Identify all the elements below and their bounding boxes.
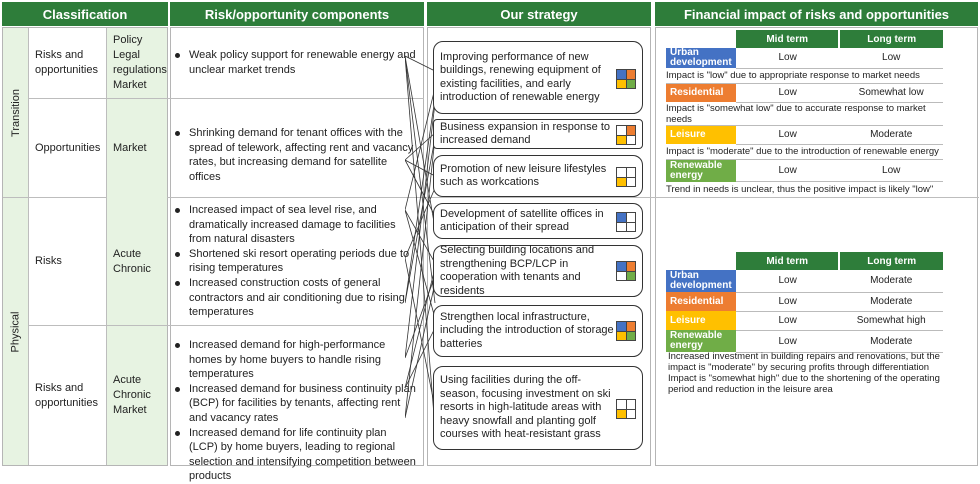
mid-term-value: Low <box>736 292 839 311</box>
component-item: Increased impact of sea level rise, and dramatically increased damage to facilities from natural disasters <box>173 203 418 247</box>
strategy-box-1 <box>433 41 643 114</box>
segment-leisure: Leisure <box>666 311 736 330</box>
row1-components <box>173 48 418 77</box>
mid-term-value: Low <box>736 125 839 144</box>
impact-note: Impact is "somewhat low" due to accurate response to market needs <box>666 102 943 125</box>
segment-residential: Residential <box>666 292 736 311</box>
segment-icon <box>616 399 636 419</box>
strategy-box-3 <box>433 155 643 197</box>
col-mid-term: Mid term <box>736 30 839 48</box>
component-item: Weak policy support for renewable energy and unclear market trends <box>173 48 418 77</box>
col-mid-term: Mid term <box>736 252 839 270</box>
row2-factors: Market <box>113 141 147 154</box>
header-strategy: Our strategy <box>427 2 651 26</box>
segment-urban-development: Urban development <box>666 270 736 292</box>
long-term-value: Low <box>839 48 943 68</box>
header-classification: Classification <box>2 2 168 26</box>
strategy-box-2 <box>433 119 643 149</box>
row3-components <box>173 203 418 320</box>
component-item: Shortened ski resort operating periods due to rising temperatures <box>173 247 418 276</box>
row3-kind: Risks <box>35 255 62 267</box>
segment-icon <box>616 167 636 187</box>
strategy-text: Development of satellite offices in anticipation of their spread <box>440 207 604 233</box>
row4-kind: Risks and opportunities <box>35 381 98 409</box>
mid-term-value: Low <box>736 330 839 352</box>
segment-renewable-energy: Renewable energy <box>666 159 736 182</box>
impact-note: Impact is "low" due to appropriate response to market needs <box>666 68 943 83</box>
segment-icon <box>616 321 636 341</box>
header-components: Risk/opportunity components <box>170 2 424 26</box>
long-term-value: Low <box>839 159 943 182</box>
physical-impact-table <box>666 252 943 353</box>
row2-kind: Opportunities <box>35 141 101 154</box>
col-long-term: Long term <box>839 30 943 48</box>
long-term-value: Somewhat high <box>839 311 943 330</box>
long-term-value: Moderate <box>839 330 943 352</box>
component-item: Increased demand for business continuity plan (BCP) for facilities by tenants, affecting rent and vacancy rates <box>173 382 418 426</box>
row1-factors: Policy Legal regulations Market <box>113 34 167 91</box>
physical-impact-note: Increased investment in building repairs and renovations, but the impact is "moderate" by securing profits through differentiation Impact is "somewhat high" due to the shortening of the operating period and reduction in the leisure area <box>668 351 940 395</box>
col-long-term: Long term <box>839 252 943 270</box>
impact-note: Trend in needs is unclear, thus the positive impact is likely "low" <box>666 183 934 195</box>
strategy-text: Selecting building locations and strengthening BCP/LCP in cooperation with tenants and residents <box>440 244 595 297</box>
segment-icon <box>616 125 636 145</box>
strategy-text: Improving performance of new buildings, renewing equipment of existing facilities, and early introduction of renewable energy <box>440 50 601 103</box>
long-term-value: Moderate <box>839 292 943 311</box>
transition-impact-table <box>666 30 943 196</box>
segment-leisure: Leisure <box>666 125 736 144</box>
mid-term-value: Low <box>736 270 839 292</box>
long-term-value: Somewhat low <box>839 83 943 102</box>
component-item: Increased construction costs of general contractors and air conditioning due to rising temperatures <box>173 276 418 320</box>
group-transition: Transition <box>3 28 29 197</box>
row2-components <box>173 126 418 184</box>
mid-term-value: Low <box>736 48 839 68</box>
long-term-value: Moderate <box>839 270 943 292</box>
strategy-box-6 <box>433 305 643 357</box>
mid-term-value: Low <box>736 83 839 102</box>
segment-icon <box>616 261 636 281</box>
row1-kind: Risks and opportunities <box>35 49 98 76</box>
segment-icon <box>616 69 636 89</box>
row3-factors: Acute Chronic <box>113 247 151 275</box>
segment-icon <box>616 212 636 232</box>
header-financial: Financial impact of risks and opportunities <box>655 2 978 26</box>
strategy-box-5 <box>433 245 643 297</box>
strategy-text: Strengthen local infrastructure, including the introduction of storage batteries <box>440 310 614 350</box>
row4-components <box>173 338 418 484</box>
strategy-text: Business expansion in response to increased demand <box>440 120 610 146</box>
strategy-text: Using facilities during the off-season, focusing investment on ski resorts in high-latitude areas with heavy snowfall and planting golf courses with heat-resistant grass <box>440 374 611 441</box>
segment-renewable-energy: Renewable energy <box>666 330 736 352</box>
strategy-box-7 <box>433 366 643 450</box>
segment-urban-development: Urban development <box>666 48 736 68</box>
impact-note: Impact is "moderate" due to the introduction of renewable energy <box>666 144 943 159</box>
component-item: Increased demand for life continuity plan (LCP) by home buyers, leading to regional selection and intensifying competition between products <box>173 426 418 484</box>
strategy-text: Promotion of new leisure lifestyles such as workcations <box>440 162 607 188</box>
mid-term-value: Low <box>736 311 839 330</box>
row4-factors: Acute Chronic Market <box>113 374 151 416</box>
group-physical: Physical <box>3 198 29 465</box>
component-item: Shrinking demand for tenant offices with the spread of telework, affecting rent and vacancy rates, but increasing demand for satellite offices <box>173 126 418 184</box>
component-item: Increased demand for high-performance homes by home buyers to handle rising temperatures <box>173 338 418 382</box>
mid-term-value: Low <box>736 159 839 182</box>
strategy-box-4 <box>433 203 643 239</box>
long-term-value: Moderate <box>839 125 943 144</box>
segment-residential: Residential <box>666 83 736 102</box>
